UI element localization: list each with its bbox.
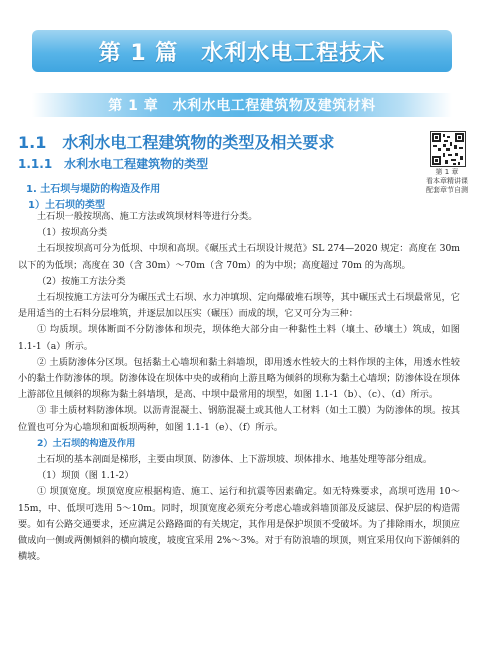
chapter-title-bar	[32, 93, 452, 117]
heading-dam-structure: 2）土石坝的构造及作用	[37, 437, 136, 449]
paragraph: （1）按坝高分类	[37, 227, 108, 239]
section-heading-1-1: 1.1 水利水电工程建筑物的类型及相关要求	[18, 133, 335, 152]
chapter-title: 第 1 章 水利水电工程建筑物及建筑材料	[108, 98, 376, 114]
part-title: 第 1 篇 水利水电工程技术	[98, 40, 386, 66]
qr-code-icon[interactable]	[430, 131, 466, 167]
part-title-banner	[32, 30, 452, 72]
paragraph: 土石坝按坝高可分为低坝、中坝和高坝。《碾压式土石坝设计规范》SL 274—2020 规定：高度在 30m 以下的为低坝；高度在 30（含 30m）～70m（含 70m）的为中坝；高度超过 70m 的为高坝。	[18, 243, 460, 271]
body-text	[18, 209, 460, 565]
paragraph: （1）坝顶（图 1.1-2）	[37, 470, 134, 482]
qr-caption-line: 配套章节自测	[426, 186, 468, 194]
paragraph: 土石坝一般按坝高、施工方法或筑坝材料等进行分类。	[37, 211, 258, 222]
paragraph: ① 均质坝。坝体断面不分防渗体和坝壳，坝体绝大部分由一种黏性土料（壤土、砂壤土）筑成，如图 1.1-1（a）所示。	[18, 324, 460, 352]
paragraph: ② 土质防渗体分区坝。包括黏土心墙坝和黏土斜墙坝，即用透水性较大的土料作坝的主体，用透水性较小的黏土作防渗体的坝。防渗体设在坝体中央的或稍向上游且略为倾斜的坝称为黏土心墙坝；防渗体设在坝体上游部位且倾斜的坝称为黏土斜墙坝，是高、中坝中最常用的坝型，如图 1.1-1（b）、（c）、（d）所示。	[18, 356, 460, 401]
paragraph: ③ 非土质材料防渗体坝。以沥青混凝土、钢筋混凝土或其他人工材料（如土工膜）为防渗体的坝。按其位置也可分为心墙坝和面板坝两种，如图 1.1-1（e）、（f）所示。	[18, 405, 460, 433]
qr-caption	[414, 168, 480, 195]
qr-caption-line: 第 1 章	[435, 168, 459, 176]
qr-caption-line: 看本章精讲课	[426, 177, 468, 185]
paragraph: ① 坝顶宽度。坝顶宽度应根据构造、施工、运行和抗震等因素确定。如无特殊要求，高坝可选用 10～15m，中、低坝可选用 5～10m。同时，坝顶宽度必须充分考虑心墙或斜墙顶部及反滤层、保护层的构造需要。如有公路交通要求，还应满足公路路面的有关规定，其作用是保护坝顶不受破坏。为了排除雨水，坝顶应做成向一侧或两侧倾斜的横向坡度，坡度宜采用 2%～3%。对于有防浪墙的坝顶，则宜采用仅向下游倾斜的横坡。	[18, 486, 460, 563]
paragraph: 土石坝按施工方法可分为碾压式土石坝、水力冲填坝、定向爆破堆石坝等，其中碾压式土石坝最常见，它是用适当的土石料分层堆筑，并逐层加以压实（碾压）而成的坝，它又可分为三种：	[18, 292, 460, 320]
section-heading-1-1-1: 1.1.1 水利水电工程建筑物的类型	[18, 157, 209, 171]
paragraph: 土石坝的基本剖面是梯形，主要由坝顶、防渗体、上下游坝坡、坝体排水、地基处理等部分组成。	[37, 454, 433, 466]
paragraph: （2）按施工方法分类	[37, 275, 126, 287]
heading-dam-types: 1）土石坝的类型	[28, 200, 105, 211]
heading-earth-dam: 1. 土石坝与堤防的构造及作用	[26, 184, 161, 195]
